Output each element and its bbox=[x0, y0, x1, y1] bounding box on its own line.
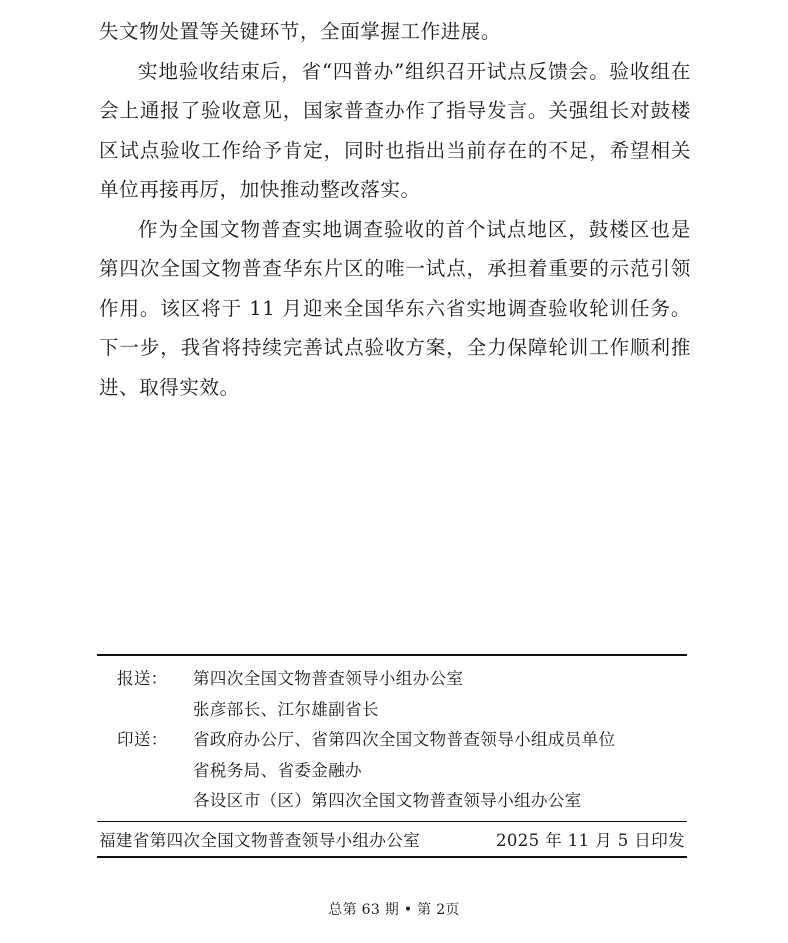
issuer-row bbox=[97, 822, 687, 856]
paragraph-1: 失文物处置等关键环节，全面掌握工作进展。 bbox=[99, 20, 502, 43]
copy-to-line-3: 各设区市（区）第四次全国文物普查领导小组办公室 bbox=[193, 791, 582, 810]
issuer-name: 福建省第四次全国文物普查领导小组办公室 bbox=[99, 830, 421, 850]
report-to-row bbox=[97, 664, 687, 725]
report-to-line-1: 第四次全国文物普查领导小组办公室 bbox=[193, 669, 464, 688]
copy-to-recipients bbox=[193, 725, 687, 817]
distribution-footer bbox=[97, 654, 687, 858]
report-to-recipients bbox=[193, 664, 687, 725]
body-text bbox=[99, 12, 691, 407]
copy-to-row bbox=[97, 725, 687, 817]
report-to-line-2: 张彦部长、江尔雄副省长 bbox=[193, 699, 379, 719]
distribution-list bbox=[97, 656, 687, 821]
report-to-label: 报送： bbox=[117, 669, 168, 688]
bottom-rule bbox=[97, 856, 687, 858]
copy-to-line-2: 省税务局、省委金融办 bbox=[193, 760, 362, 780]
paragraph-2: 实地验收结束后，省“四普办”组织召开试点反馈会。验收组在会上通报了验收意见，国家普查办作了指导发言。关强组长对鼓楼区试点验收工作给予肯定，同时也指出当前存在的不足，希望相关单位再接再厉，加快推动整改落实。 bbox=[99, 59, 691, 201]
copy-to-label: 印送： bbox=[117, 730, 168, 749]
paragraph-3: 作为全国文物普查实地调查验收的首个试点地区，鼓楼区也是第四次全国文物普查华东片区的唯一试点，承担着重要的示范引领作用。该区将于 11 月迎来全国华东六省实地调查验收轮训任务。下一步，我省将持续完善试点验收方案，全力保障轮训工作顺利推进、取得实效。 bbox=[99, 217, 691, 399]
issue-date: 2025 年 11 月 5 日印发 bbox=[495, 830, 685, 850]
copy-to-line-1: 省政府办公厅、省第四次全国文物普查领导小组成员单位 bbox=[193, 730, 616, 749]
page-number: 总第 63 期 • 第 2页 bbox=[328, 902, 460, 918]
